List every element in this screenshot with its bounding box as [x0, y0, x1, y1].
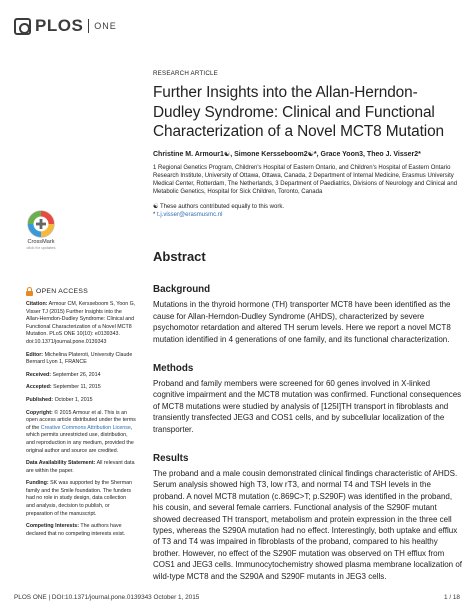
background-text: Mutations in the thyroid hormone (TH) transporter MCT8 have been identified as the cause for Allan-Herndon-Dudley Syndrome (AHDS), characterized by severe psychomotor retardation and altered TH serum levels. Here we report a novel MCT8 mutation identified in 4 generations of one family, and its functional characterization.	[153, 300, 451, 344]
published-block	[26, 397, 136, 405]
received-label: Received:	[26, 371, 52, 378]
funding-label: Funding:	[26, 480, 49, 487]
funding-text: SK was supported by the Sherman family and the Smile foundation. The funders had no role in study design, data collection and analysis, decision to publish, or preparation of the manuscript.	[26, 480, 132, 517]
editor-text: Michelina Plateroti, University Claude Bernard Lyon 1, FRANCE	[26, 351, 133, 366]
results-heading: Results	[153, 452, 189, 464]
open-access-label: OPEN ACCESS	[36, 287, 89, 295]
article-sidebar	[26, 287, 136, 543]
received-block	[26, 372, 136, 380]
accepted-label: Accepted:	[26, 384, 52, 391]
accepted-date: September 11, 2015	[53, 384, 101, 391]
author-list: Christine M. Armour1☯, Simone Kersseboom2☯*, Grace Yoon3, Theo J. Visser2*	[153, 150, 421, 158]
footer-citation: PLOS ONE | DOI:10.1371/journal.pone.0139343 October 1, 2015	[14, 594, 200, 601]
open-lock-icon	[26, 287, 33, 296]
equal-contribution-note: ☯ These authors contributed equally to this work.	[153, 204, 285, 211]
crossmark-label: CrossMark	[27, 239, 55, 245]
published-label: Published:	[26, 396, 54, 403]
open-access-badge	[26, 287, 136, 296]
author-notes	[153, 203, 463, 219]
data-availability-label: Data Availability Statement:	[26, 460, 96, 467]
article-type: RESEARCH ARTICLE	[153, 70, 218, 77]
methods-text: Proband and family members were screened for 60 genes involved in X-linked cognitive impairment and the MCT8 mutation was confirmed. Functional consequences of MCT8 mutations were studied by analysis of [125I]TH transport in fibroblasts and transiently transfected JEG3 and COS1 cells, and by subcellular localization of the transporter.	[153, 378, 462, 434]
corresponding-author-note	[153, 211, 463, 219]
copyright-label: Copyright:	[26, 409, 53, 416]
editor-block	[26, 352, 136, 367]
copyright-text: © 2015 Armour et al. This is an open access article distributed under the terms of the	[26, 409, 136, 431]
crossmark-sub: click for updates	[26, 245, 56, 250]
funding-block	[26, 480, 136, 518]
crossmark-icon	[27, 210, 55, 238]
editor-label: Editor:	[26, 351, 44, 358]
email-marker: *	[153, 212, 158, 219]
citation-text: Armour CM, Kersseboom S, Yoon G, Visser TJ (2015) Further Insights into the Allan-Herndon-Dudley Syndrome: Clinical and Functional Characterization of a Novel MCT8 Mutation. PLoS ONE 10(10): e0139343. doi:10.1371/journal.pone.0139343	[26, 301, 136, 345]
copyright-block	[26, 410, 136, 456]
competing-interests-label: Competing Interests:	[26, 523, 79, 530]
received-date: September 26, 2014	[52, 371, 101, 378]
published-date: October 1, 2015	[54, 396, 93, 403]
citation-block	[26, 301, 136, 347]
logo-journal: ONE	[94, 21, 117, 31]
affiliations: 1 Regional Genetics Program, Children's Hospital of Eastern Ontario, and Children's Hospital of Eastern Ontario Research Institute, University of Ottawa, Ottawa, Canada, 2 Department of Internal Medicine, Erasmus University Medical Center, Rotterdam, The Netherlands, 3 Department of Paediatrics, Divisions of Neurology and Clinical and Metabolic Genetics, Hospital for Sick Children, Toronto, Canada	[153, 164, 458, 196]
results-text: The proband and a male cousin demonstrated clinical findings characteristic of AHDS. Serum analysis showed high T3, low rT3, and normal T4 and TSH levels in the proband. A novel MCT8 mutation (c.869C>T; p.S290F) was identified in the proband, his cousin, and several female carriers. Functional analysis of the S290F mutant showed decreased TH transport, metabolism and protein expression in the three cell types, whereas the S290A mutation had no effect. Interestingly, both uptake and efflux of T3 and T4 was impaired in fibroblasts of the proband, compared to his healthy brother. However, no effect of the S290F mutation was observed on TH efflux from COS1 and JEG3 cells. Immunocytochemistry showed plasma membrane localization of wild-type MCT8 and the S290A and S290F mutants in JEG3 cells.	[153, 468, 463, 581]
accepted-block	[26, 384, 136, 392]
methods-heading: Methods	[153, 362, 194, 374]
data-availability-text: All relevant data are within the paper.	[26, 460, 135, 474]
citation-label: Citation:	[26, 301, 48, 307]
article-main	[153, 70, 463, 582]
plos-logo-icon	[14, 18, 31, 35]
copyright-text-end: , which permits unrestricted use, distribution, and reproduction in any medium, provided the original author and source are credited.	[26, 424, 134, 454]
background-heading: Background	[153, 284, 211, 296]
article-title: Further Insights into the Allan-Herndon-Dudley Syndrome: Clinical and Functional Characterization of a Novel MCT8 Mutation	[153, 84, 445, 140]
competing-interests-text: The authors have declared that no competing interests exist.	[26, 523, 126, 537]
logo-brand: PLOS	[35, 16, 84, 35]
license-link[interactable]: Creative Commons Attribution License	[40, 424, 131, 431]
journal-logo[interactable]	[14, 16, 117, 36]
crossmark-badge[interactable]	[24, 210, 58, 250]
competing-interests-block	[26, 523, 136, 538]
page-number: 1 / 18	[444, 594, 460, 601]
abstract-heading: Abstract	[153, 249, 206, 265]
corresponding-email-link[interactable]: t.j.visser@erasmusmc.nl	[157, 212, 223, 219]
data-availability-block	[26, 460, 136, 475]
logo-divider	[88, 19, 89, 33]
